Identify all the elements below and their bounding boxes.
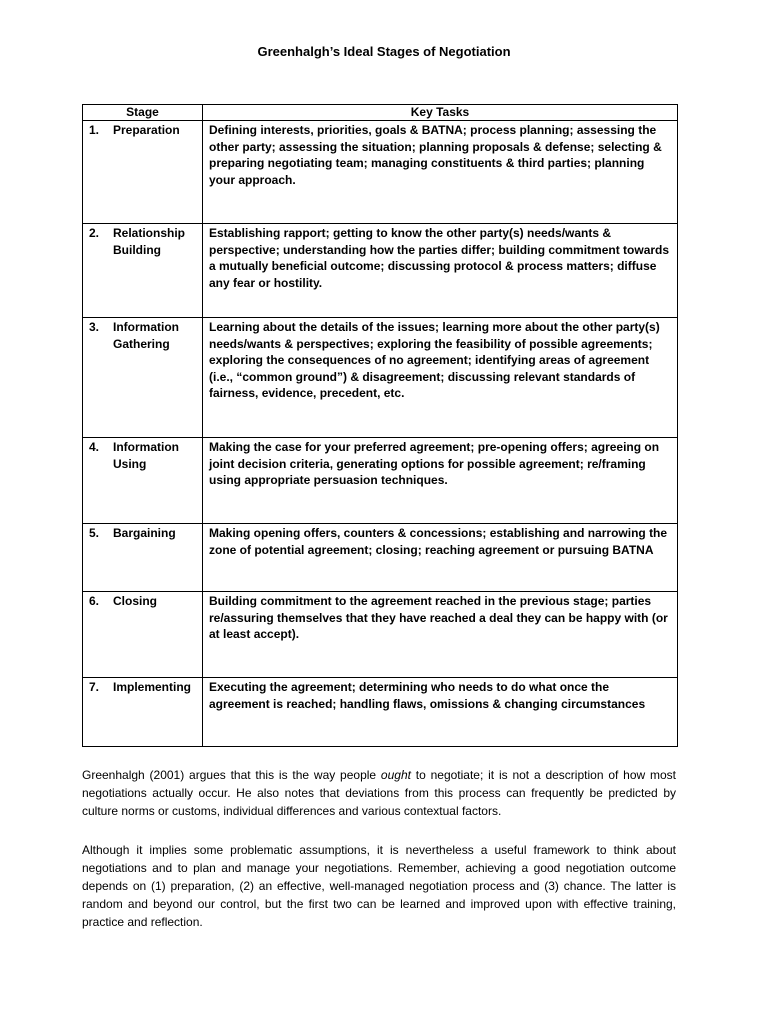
tasks-cell: Executing the agreement; determining who needs to do what once the agreement is reached; handling flaws, omissions & changing circumstances [203,678,678,747]
tasks-cell: Building commitment to the agreement reached in the previous stage; parties re/assuring themselves that they have reached a deal they can be happy with (or at least accept). [203,592,678,678]
stage-cell [83,224,203,318]
table-header-row [83,105,678,121]
table-row [83,524,678,592]
stages-table [82,104,678,747]
table-row [83,438,678,524]
paragraph-framework-usefulness: Although it implies some problematic assumptions, it is nevertheless a useful framework to think about negotiations and to plan and manage your negotiations. Remember, achieving a good negotiation outcome depends on (1) preparation, (2) an effective, well-managed negotiation process and (3) chance. The latter is random and beyond our control, but the first two can be learned and improved upon with effective training, practice and reflection. [82,843,676,929]
stage-name: Bargaining [113,526,176,540]
table-row [83,224,678,318]
paragraph-text: Greenhalgh (2001) argues that this is the way people [82,768,381,782]
stage-number: 4. [89,440,100,454]
column-header-key-tasks: Key Tasks [203,105,678,121]
stage-number: 7. [89,680,100,694]
column-header-stage: Stage [83,105,203,121]
tasks-cell: Making the case for your preferred agreement; pre-opening offers; agreeing on joint decision criteria, generating options for possible agreement; re/framing using appropriate persuasion techniques. [203,438,678,524]
stage-name: Information Using [113,440,179,471]
emphasis-text: ought [380,768,411,782]
stage-name: Closing [113,594,157,608]
stage-number: 6. [89,594,100,608]
table-row [83,318,678,438]
paragraph-text: to negotiate; it is not a description of how most negotiations actually occur. He also notes that deviations from this process can frequently be predicted by culture norms or customs, individual differences and various contextual factors. [82,768,676,818]
table-row [83,678,678,747]
tasks-cell: Learning about the details of the issues; learning more about the other party(s) needs/wants & perspectives; exploring the feasibility of possible agreements; exploring the consequences of no agreement; identifying areas of agreement (i.e., “common ground”) & disagreement; discussing relevant standards of fairness, evidence, precedent, etc. [203,318,678,438]
stage-number: 2. [89,226,100,240]
tasks-cell: Making opening offers, counters & concessions; establishing and narrowing the zone of potential agreement; closing; reaching agreement or pursuing BATNA [203,524,678,592]
stage-number: 1. [89,123,100,137]
stage-cell [83,678,203,747]
stage-cell [83,121,203,224]
stage-name: Relationship Building [113,226,186,257]
tasks-cell: Defining interests, priorities, goals & BATNA; process planning; assessing the other party; assessing the situation; planning proposals & defense; selecting & preparing negotiating team; managing constituents & third parties; planning your approach. [203,121,678,224]
table-row [83,121,678,224]
stage-name: Information Gathering [113,320,179,351]
stage-cell [83,438,203,524]
table-row [83,592,678,678]
tasks-cell: Establishing rapport; getting to know the other party(s) needs/wants & perspective; understanding how the parties differ; building commitment towards a mutually beneficial outcome; discussing protocol & process matters; diffuse any fear or hostility. [203,224,678,318]
page-title: Greenhalgh’s Ideal Stages of Negotiation [257,44,511,59]
stage-cell [83,592,203,678]
stage-number: 5. [89,526,100,540]
stage-number: 3. [89,320,100,334]
stage-name: Implementing [113,680,192,694]
stage-cell [83,318,203,438]
paragraph-greenhalgh-argument [82,766,676,820]
stage-name: Preparation [113,123,180,137]
stage-cell [83,524,203,592]
